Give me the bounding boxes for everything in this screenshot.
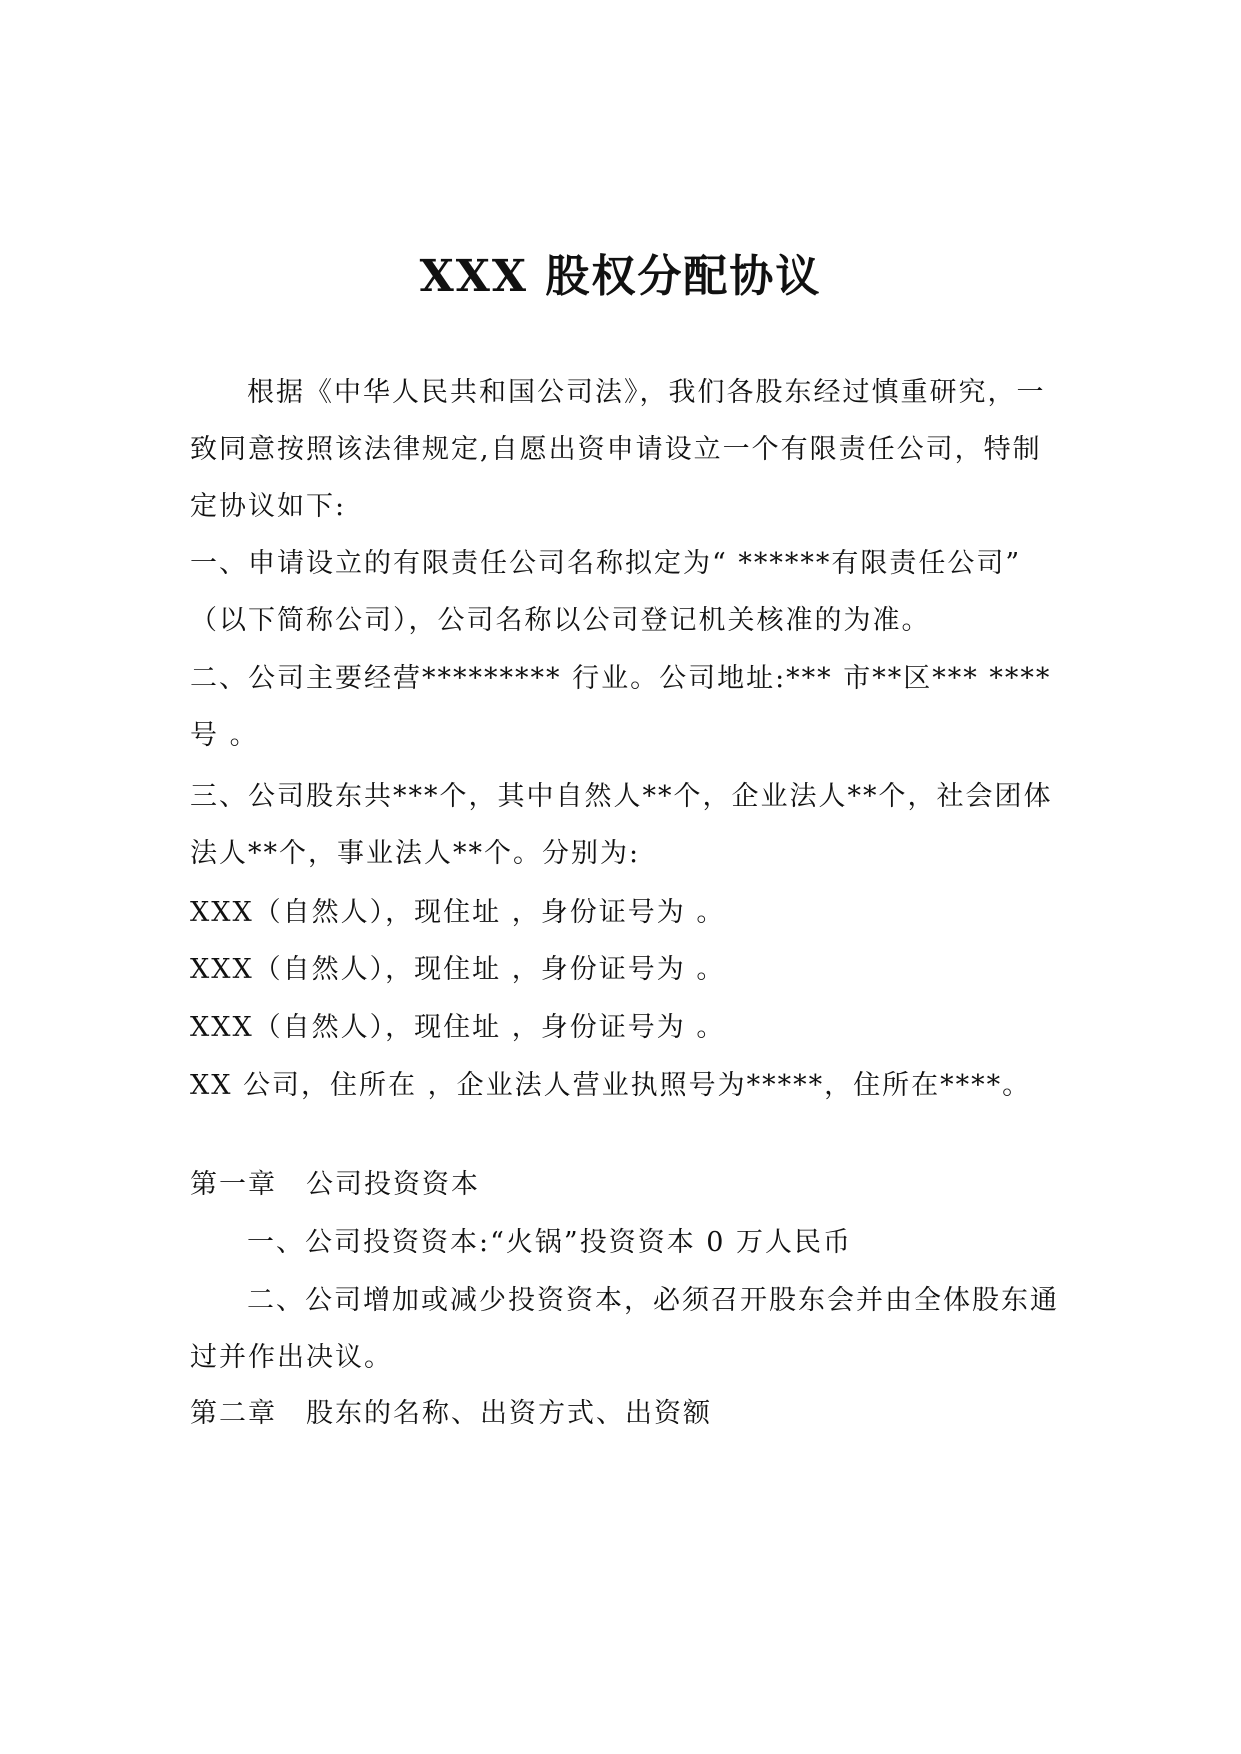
clause-2-line-1: 二、公司主要经营********* 行业。公司地址:*** 市**区*** ****: [190, 663, 1052, 694]
shareholder-line-1: XXX（自然人），现住址 ，身份证号为 。: [190, 897, 726, 928]
clause-1-line-1: 一、申请设立的有限责任公司名称拟定为“ ******有限责任公司”: [190, 548, 1022, 579]
clause-3-line-1: 三、公司股东共***个，其中自然人**个，企业法人**个，社会团体: [190, 781, 1053, 812]
preamble-line-3: 定协议如下:: [190, 491, 347, 522]
chapter-1-item-2-line-1: 二、公司增加或减少投资资本，必须召开股东会并由全体股东通: [247, 1285, 1059, 1316]
chapter-1-item-1: 一、公司投资资本:“火锅”投资资本 0 万人民币: [247, 1227, 853, 1258]
clause-3-line-2: 法人**个，事业法人**个。分别为:: [190, 838, 641, 869]
chapter-1-heading: 第一章 公司投资资本: [190, 1169, 480, 1200]
shareholder-line-3: XXX（自然人），现住址 ，身份证号为 。: [190, 1012, 726, 1043]
shareholder-line-4: XX 公司，住所在 ，企业法人营业执照号为*****，住所在****。: [190, 1070, 1032, 1101]
preamble-line-2: 致同意按照该法律规定,自愿出资申请设立一个有限责任公司，特制: [190, 434, 1042, 465]
clause-1-line-2: （以下简称公司），公司名称以公司登记机关核准的为准。: [190, 605, 931, 636]
chapter-1-item-2-line-2: 过并作出决议。: [190, 1342, 393, 1373]
chapter-2-heading: 第二章 股东的名称、出资方式、出资额: [190, 1398, 712, 1429]
document-title: XXX 股权分配协议: [419, 251, 822, 302]
preamble-line-1: 根据《中华人民共和国公司法》，我们各股东经过慎重研究，一: [247, 377, 1046, 408]
clause-2-line-2: 号 。: [190, 720, 259, 751]
shareholder-line-2: XXX（自然人），现住址 ，身份证号为 。: [190, 954, 726, 985]
